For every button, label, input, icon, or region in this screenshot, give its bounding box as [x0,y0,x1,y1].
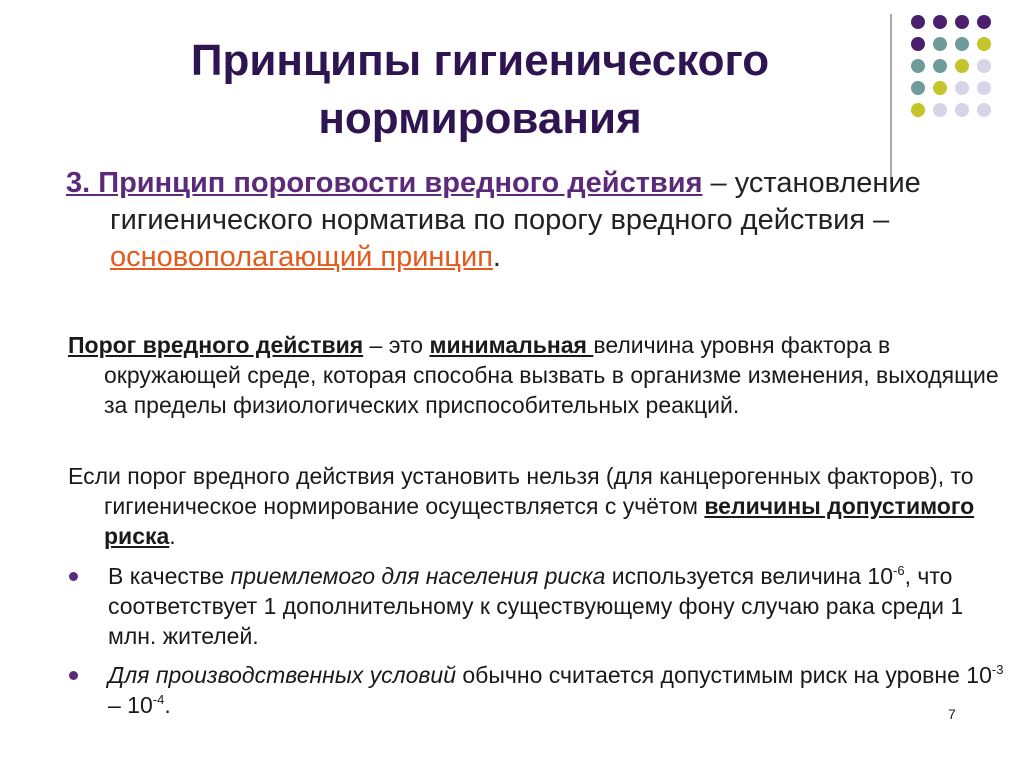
risk-paragraph [68,461,1004,551]
bullet-1-italic: приемлемого для населения риска [230,563,606,589]
decorative-dot [977,103,991,117]
page-number: 7 [948,706,956,722]
bullet-2-exponent-1: -3 [991,662,1004,677]
decorative-dot [933,103,947,117]
decorative-dot [911,37,925,51]
bullet-2-italic: Для производственных условий [108,662,456,688]
threshold-term: Порог вредного действия [68,332,364,358]
decorative-dot [977,59,991,73]
divider-line [890,14,892,184]
bullet-item-occupational-risk [68,660,1008,720]
principle-end: . [492,241,501,273]
threshold-text-2: величина уровня фактора в окружающей среде, которая способна вызвать в организме изменения, выходящие за пределы физиологических приспособительных реакций. [104,332,999,418]
bullet-1-text-c: , что соответствует 1 дополнительному к существующему фону случаю рака среди 1 млн. жителей. [108,563,964,649]
title-line-2: нормирования [318,94,642,143]
bullet-item-population-risk [68,561,1008,651]
principle-accent: основополагающий принцип [110,241,493,273]
slide-title [100,32,860,148]
decorative-dot [977,15,991,29]
decorative-dot [955,15,969,29]
threshold-emphasis: минимальная [429,332,594,358]
risk-emphasis: величины допустимого риска [104,493,975,549]
decorative-dot [955,103,969,117]
decorative-dot [911,81,925,95]
bullet-2-exponent-2: -4 [152,692,165,707]
decorative-dot [955,37,969,51]
decorative-dot [933,15,947,29]
bullet-2-text-c: . [164,692,171,718]
risk-text: Если порог вредного действия установить нельзя (для канцерогенных факторов), то гигиеническое нормирование осуществляется с учётом [68,463,974,519]
decorative-dot-grid [904,10,1014,170]
threshold-text-1: – это [363,332,430,358]
decorative-dot [911,15,925,29]
title-line-1: Принципы гигиенического [190,36,770,85]
bullet-2-text-a: обычно считается допустимым риск на уровне 10 [456,662,992,688]
decorative-dot [911,103,925,117]
bullet-1-text-b: используется величина 10 [605,563,893,589]
threshold-definition [68,330,1004,420]
bullet-dot-icon [69,572,78,581]
principle-heading: 3. Принцип пороговости вредного действия [66,167,703,199]
bullet-2-text-b: – 10 [108,692,153,718]
decorative-dot [933,37,947,51]
decorative-dot [955,81,969,95]
decorative-dot [911,59,925,73]
decorative-dot [977,37,991,51]
risk-end: . [169,523,176,549]
decorative-dot [955,59,969,73]
bullet-1-text-a: В качестве [108,563,231,589]
principle-paragraph [66,165,990,276]
bullet-dot-icon [69,671,78,680]
decorative-dot [933,59,947,73]
bullet-1-exponent: -6 [893,563,905,578]
decorative-dot [933,81,947,95]
principle-definition: – установление гигиенического норматива по порогу вредного действия – [110,167,921,236]
decorative-dot [977,81,991,95]
